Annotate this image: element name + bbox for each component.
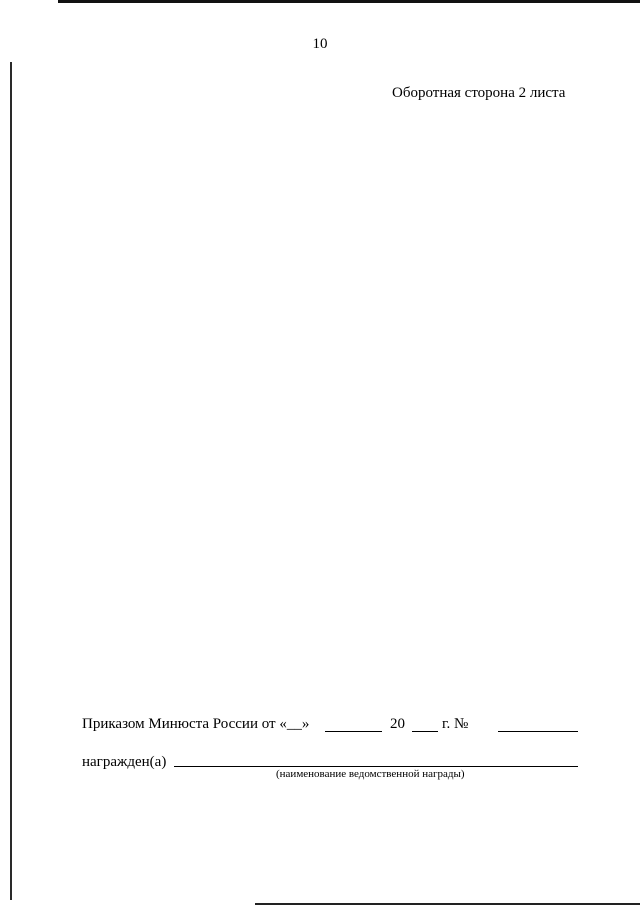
order-prefix: Приказом Минюста России от «__» — [82, 716, 310, 732]
award-name-blank — [174, 766, 578, 767]
order-year-suffix: г. № — [442, 716, 469, 732]
award-label: награжден(а) — [82, 754, 167, 770]
page-number: 10 — [312, 36, 328, 52]
order-month-blank — [325, 731, 382, 732]
order-year-prefix: 20 — [390, 716, 405, 732]
sheet-caption: Оборотная сторона 2 листа — [392, 85, 566, 101]
scan-edge-left — [10, 62, 12, 900]
scan-edge-top — [58, 0, 640, 3]
order-year-blank — [412, 731, 438, 732]
award-caption: (наименование ведомственной награды) — [276, 768, 465, 780]
order-number-blank — [498, 731, 578, 732]
order-line — [82, 716, 582, 736]
